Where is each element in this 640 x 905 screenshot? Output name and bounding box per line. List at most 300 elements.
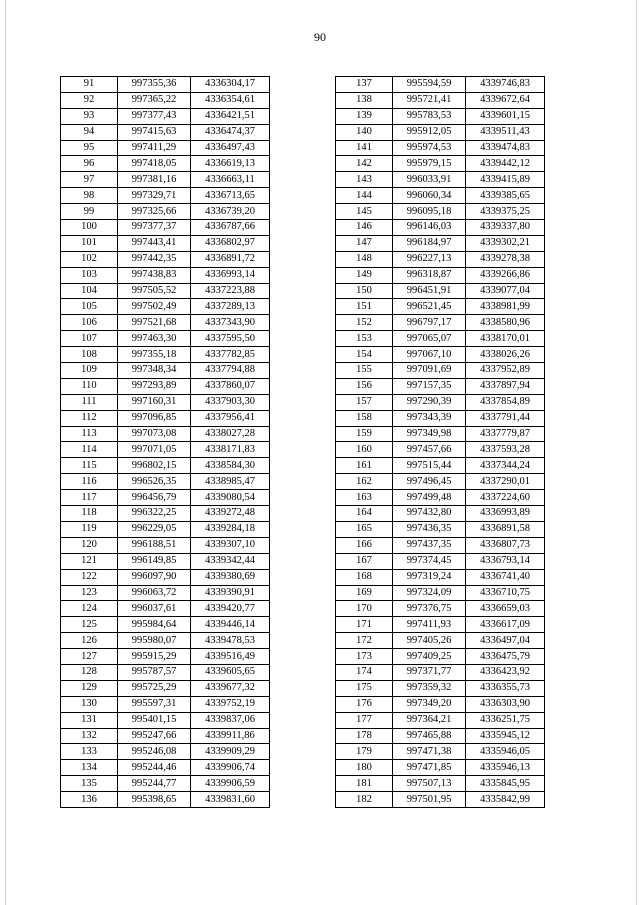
x-coordinate-cell: 997499,48: [393, 490, 466, 506]
point-number-cell: 135: [61, 776, 118, 792]
point-number-cell: 176: [336, 696, 393, 712]
x-coordinate-cell: 995912,05: [393, 124, 466, 140]
x-coordinate-cell: 997067,10: [393, 347, 466, 363]
point-number-cell: 157: [336, 394, 393, 410]
y-coordinate-cell: 4336619,13: [191, 156, 270, 172]
table-row: [336, 490, 545, 506]
point-number-cell: 179: [336, 744, 393, 760]
point-number-cell: 171: [336, 617, 393, 633]
point-number-cell: 96: [61, 156, 118, 172]
table-row: [61, 728, 270, 744]
table-row: [61, 235, 270, 251]
point-number-cell: 95: [61, 140, 118, 156]
table-row: [336, 680, 545, 696]
y-coordinate-cell: 4337344,24: [466, 458, 545, 474]
y-coordinate-cell: 4336663,11: [191, 172, 270, 188]
y-coordinate-cell: 4337860,07: [191, 378, 270, 394]
table-row: [336, 124, 545, 140]
point-number-cell: 159: [336, 426, 393, 442]
x-coordinate-cell: 997437,35: [393, 537, 466, 553]
point-number-cell: 172: [336, 633, 393, 649]
point-number-cell: 168: [336, 569, 393, 585]
y-coordinate-cell: 4338027,28: [191, 426, 270, 442]
y-coordinate-cell: 4336802,97: [191, 235, 270, 251]
table-row: [61, 506, 270, 522]
table-row: [61, 299, 270, 315]
table-row: [61, 760, 270, 776]
x-coordinate-cell: 997465,88: [393, 728, 466, 744]
table-row: [61, 521, 270, 537]
x-coordinate-cell: 995594,59: [393, 77, 466, 93]
y-coordinate-cell: 4336793,14: [466, 553, 545, 569]
point-number-cell: 164: [336, 506, 393, 522]
point-number-cell: 108: [61, 347, 118, 363]
table-row: [336, 77, 545, 93]
table-row: [336, 537, 545, 553]
point-number-cell: 155: [336, 363, 393, 379]
table-row: [336, 458, 545, 474]
table-row: [61, 77, 270, 93]
y-coordinate-cell: 4336741,40: [466, 569, 545, 585]
point-number-cell: 129: [61, 680, 118, 696]
table-row: [61, 569, 270, 585]
point-number-cell: 113: [61, 426, 118, 442]
point-number-cell: 102: [61, 251, 118, 267]
point-number-cell: 180: [336, 760, 393, 776]
x-coordinate-cell: 995783,53: [393, 108, 466, 124]
point-number-cell: 137: [336, 77, 393, 93]
point-number-cell: 150: [336, 283, 393, 299]
x-coordinate-cell: 995787,57: [118, 664, 191, 680]
x-coordinate-cell: 995401,15: [118, 712, 191, 728]
y-coordinate-cell: 4339672,64: [466, 92, 545, 108]
table-row: [61, 156, 270, 172]
point-number-cell: 104: [61, 283, 118, 299]
x-coordinate-cell: 995398,65: [118, 792, 191, 808]
point-number-cell: 161: [336, 458, 393, 474]
x-coordinate-cell: 997293,89: [118, 378, 191, 394]
x-coordinate-cell: 997507,13: [393, 776, 466, 792]
table-row: [336, 378, 545, 394]
x-coordinate-cell: 997411,29: [118, 140, 191, 156]
point-number-cell: 92: [61, 92, 118, 108]
table-row: [336, 649, 545, 665]
x-coordinate-cell: 997160,31: [118, 394, 191, 410]
x-coordinate-cell: 995980,07: [118, 633, 191, 649]
point-number-cell: 151: [336, 299, 393, 315]
x-coordinate-cell: 996033,91: [393, 172, 466, 188]
x-coordinate-cell: 997349,98: [393, 426, 466, 442]
table-row: [61, 490, 270, 506]
point-number-cell: 116: [61, 474, 118, 490]
point-number-cell: 140: [336, 124, 393, 140]
x-coordinate-cell: 996456,79: [118, 490, 191, 506]
table-row: [61, 617, 270, 633]
x-coordinate-cell: 997355,18: [118, 347, 191, 363]
point-number-cell: 139: [336, 108, 393, 124]
point-number-cell: 174: [336, 664, 393, 680]
coordinates-table-left: [60, 76, 270, 808]
table-row: [61, 696, 270, 712]
table-row: [61, 649, 270, 665]
table-row: [61, 792, 270, 808]
point-number-cell: 115: [61, 458, 118, 474]
table-row: [336, 299, 545, 315]
y-coordinate-cell: 4339911,86: [191, 728, 270, 744]
point-number-cell: 107: [61, 331, 118, 347]
y-coordinate-cell: 4336304,17: [191, 77, 270, 93]
point-number-cell: 125: [61, 617, 118, 633]
point-number-cell: 124: [61, 601, 118, 617]
y-coordinate-cell: 4339380,69: [191, 569, 270, 585]
point-number-cell: 160: [336, 442, 393, 458]
table-row: [336, 696, 545, 712]
x-coordinate-cell: 995721,41: [393, 92, 466, 108]
point-number-cell: 117: [61, 490, 118, 506]
y-coordinate-cell: 4336891,58: [466, 521, 545, 537]
x-coordinate-cell: 996322,25: [118, 506, 191, 522]
table-row: [61, 553, 270, 569]
point-number-cell: 166: [336, 537, 393, 553]
x-coordinate-cell: 997432,80: [393, 506, 466, 522]
point-number-cell: 93: [61, 108, 118, 124]
table-row: [336, 108, 545, 124]
y-coordinate-cell: 4336475,79: [466, 649, 545, 665]
y-coordinate-cell: 4335842,99: [466, 792, 545, 808]
point-number-cell: 119: [61, 521, 118, 537]
y-coordinate-cell: 4336993,14: [191, 267, 270, 283]
y-coordinate-cell: 4338584,30: [191, 458, 270, 474]
table-row: [61, 537, 270, 553]
x-coordinate-cell: 995597,31: [118, 696, 191, 712]
point-number-cell: 123: [61, 585, 118, 601]
x-coordinate-cell: 997501,95: [393, 792, 466, 808]
table-row: [336, 633, 545, 649]
x-coordinate-cell: 997436,35: [393, 521, 466, 537]
table-row: [61, 220, 270, 236]
x-coordinate-cell: 997324,09: [393, 585, 466, 601]
x-coordinate-cell: 997496,45: [393, 474, 466, 490]
point-number-cell: 97: [61, 172, 118, 188]
y-coordinate-cell: 4337897,94: [466, 378, 545, 394]
y-coordinate-cell: 4337289,13: [191, 299, 270, 315]
x-coordinate-cell: 996060,34: [393, 188, 466, 204]
y-coordinate-cell: 4338580,96: [466, 315, 545, 331]
point-number-cell: 170: [336, 601, 393, 617]
coordinates-table-right: [335, 76, 545, 808]
point-number-cell: 114: [61, 442, 118, 458]
table-row: [336, 585, 545, 601]
x-coordinate-cell: 997405,26: [393, 633, 466, 649]
point-number-cell: 132: [61, 728, 118, 744]
y-coordinate-cell: 4339442,12: [466, 156, 545, 172]
table-row: [61, 124, 270, 140]
x-coordinate-cell: 995246,08: [118, 744, 191, 760]
point-number-cell: 105: [61, 299, 118, 315]
y-coordinate-cell: 4336497,43: [191, 140, 270, 156]
point-number-cell: 100: [61, 220, 118, 236]
table-row: [61, 172, 270, 188]
table-row: [336, 712, 545, 728]
x-coordinate-cell: 995979,15: [393, 156, 466, 172]
x-coordinate-cell: 997348,34: [118, 363, 191, 379]
y-coordinate-cell: 4337343,90: [191, 315, 270, 331]
point-number-cell: 101: [61, 235, 118, 251]
x-coordinate-cell: 996149,85: [118, 553, 191, 569]
point-number-cell: 177: [336, 712, 393, 728]
y-coordinate-cell: 4339266,86: [466, 267, 545, 283]
x-coordinate-cell: 995984,64: [118, 617, 191, 633]
point-number-cell: 130: [61, 696, 118, 712]
x-coordinate-cell: 997359,32: [393, 680, 466, 696]
table-row: [61, 108, 270, 124]
y-coordinate-cell: 4338171,83: [191, 442, 270, 458]
y-coordinate-cell: 4339385,65: [466, 188, 545, 204]
point-number-cell: 158: [336, 410, 393, 426]
x-coordinate-cell: 995244,77: [118, 776, 191, 792]
y-coordinate-cell: 4336617,09: [466, 617, 545, 633]
x-coordinate-cell: 996095,18: [393, 204, 466, 220]
table-row: [336, 521, 545, 537]
table-row: [336, 776, 545, 792]
y-coordinate-cell: 4337223,88: [191, 283, 270, 299]
x-coordinate-cell: 997471,38: [393, 744, 466, 760]
x-coordinate-cell: 997411,93: [393, 617, 466, 633]
table-row: [336, 792, 545, 808]
point-number-cell: 111: [61, 394, 118, 410]
y-coordinate-cell: 4339906,74: [191, 760, 270, 776]
point-number-cell: 144: [336, 188, 393, 204]
table-row: [336, 267, 545, 283]
point-number-cell: 99: [61, 204, 118, 220]
table-row: [61, 776, 270, 792]
point-number-cell: 128: [61, 664, 118, 680]
y-coordinate-cell: 4339677,32: [191, 680, 270, 696]
y-coordinate-cell: 4336497,04: [466, 633, 545, 649]
point-number-cell: 109: [61, 363, 118, 379]
point-number-cell: 145: [336, 204, 393, 220]
table-row: [336, 251, 545, 267]
x-coordinate-cell: 997071,05: [118, 442, 191, 458]
y-coordinate-cell: 4337290,01: [466, 474, 545, 490]
table-row: [61, 188, 270, 204]
y-coordinate-cell: 4339605,65: [191, 664, 270, 680]
table-row: [336, 553, 545, 569]
x-coordinate-cell: 997463,30: [118, 331, 191, 347]
table-row: [61, 474, 270, 490]
y-coordinate-cell: 4335845,95: [466, 776, 545, 792]
x-coordinate-cell: 997371,77: [393, 664, 466, 680]
y-coordinate-cell: 4338985,47: [191, 474, 270, 490]
point-number-cell: 122: [61, 569, 118, 585]
x-coordinate-cell: 997502,49: [118, 299, 191, 315]
x-coordinate-cell: 997415,63: [118, 124, 191, 140]
point-number-cell: 94: [61, 124, 118, 140]
x-coordinate-cell: 997443,41: [118, 235, 191, 251]
table-row: [61, 442, 270, 458]
table-row: [61, 680, 270, 696]
y-coordinate-cell: 4339446,14: [191, 617, 270, 633]
scan-edge-left: [5, 0, 6, 905]
y-coordinate-cell: 4339906,59: [191, 776, 270, 792]
point-number-cell: 178: [336, 728, 393, 744]
point-number-cell: 147: [336, 235, 393, 251]
table-row: [336, 188, 545, 204]
table-row: [336, 204, 545, 220]
table-row: [61, 347, 270, 363]
table-row: [61, 601, 270, 617]
point-number-cell: 167: [336, 553, 393, 569]
x-coordinate-cell: 996521,45: [393, 299, 466, 315]
point-number-cell: 138: [336, 92, 393, 108]
y-coordinate-cell: 4335946,13: [466, 760, 545, 776]
table-row: [61, 664, 270, 680]
y-coordinate-cell: 4338026,26: [466, 347, 545, 363]
x-coordinate-cell: 996451,91: [393, 283, 466, 299]
y-coordinate-cell: 4339511,43: [466, 124, 545, 140]
y-coordinate-cell: 4337779,87: [466, 426, 545, 442]
x-coordinate-cell: 996229,05: [118, 521, 191, 537]
x-coordinate-cell: 996797,17: [393, 315, 466, 331]
y-coordinate-cell: 4339284,18: [191, 521, 270, 537]
point-number-cell: 154: [336, 347, 393, 363]
table-row: [336, 315, 545, 331]
x-coordinate-cell: 997505,52: [118, 283, 191, 299]
point-number-cell: 106: [61, 315, 118, 331]
table-row: [336, 664, 545, 680]
y-coordinate-cell: 4338981,99: [466, 299, 545, 315]
x-coordinate-cell: 997381,16: [118, 172, 191, 188]
y-coordinate-cell: 4336739,20: [191, 204, 270, 220]
point-number-cell: 175: [336, 680, 393, 696]
table-row: [336, 172, 545, 188]
point-number-cell: 112: [61, 410, 118, 426]
point-number-cell: 165: [336, 521, 393, 537]
x-coordinate-cell: 996097,90: [118, 569, 191, 585]
x-coordinate-cell: 997343,39: [393, 410, 466, 426]
y-coordinate-cell: 4338170,01: [466, 331, 545, 347]
point-number-cell: 142: [336, 156, 393, 172]
table-row: [336, 506, 545, 522]
x-coordinate-cell: 996526,35: [118, 474, 191, 490]
y-coordinate-cell: 4339837,06: [191, 712, 270, 728]
table-row: [336, 394, 545, 410]
point-number-cell: 148: [336, 251, 393, 267]
y-coordinate-cell: 4339307,10: [191, 537, 270, 553]
point-number-cell: 173: [336, 649, 393, 665]
x-coordinate-cell: 995244,46: [118, 760, 191, 776]
point-number-cell: 136: [61, 792, 118, 808]
x-coordinate-cell: 995915,29: [118, 649, 191, 665]
table-row: [61, 410, 270, 426]
x-coordinate-cell: 996227,13: [393, 251, 466, 267]
y-coordinate-cell: 4337782,85: [191, 347, 270, 363]
point-number-cell: 152: [336, 315, 393, 331]
point-number-cell: 133: [61, 744, 118, 760]
point-number-cell: 98: [61, 188, 118, 204]
table-row: [336, 410, 545, 426]
point-number-cell: 182: [336, 792, 393, 808]
y-coordinate-cell: 4336891,72: [191, 251, 270, 267]
point-number-cell: 156: [336, 378, 393, 394]
y-coordinate-cell: 4336474,37: [191, 124, 270, 140]
x-coordinate-cell: 997374,45: [393, 553, 466, 569]
y-coordinate-cell: 4337794,88: [191, 363, 270, 379]
y-coordinate-cell: 4337593,28: [466, 442, 545, 458]
table-row: [336, 156, 545, 172]
y-coordinate-cell: 4339415,89: [466, 172, 545, 188]
table-row: [61, 204, 270, 220]
table-row: [61, 394, 270, 410]
point-number-cell: 141: [336, 140, 393, 156]
x-coordinate-cell: 997319,24: [393, 569, 466, 585]
y-coordinate-cell: 4339080,54: [191, 490, 270, 506]
table-row: [61, 315, 270, 331]
scan-edge-right: [636, 0, 637, 905]
table-row: [61, 744, 270, 760]
y-coordinate-cell: 4339390,91: [191, 585, 270, 601]
x-coordinate-cell: 997096,85: [118, 410, 191, 426]
table-row: [336, 474, 545, 490]
x-coordinate-cell: 997355,36: [118, 77, 191, 93]
y-coordinate-cell: 4339278,38: [466, 251, 545, 267]
x-coordinate-cell: 996802,15: [118, 458, 191, 474]
table-row: [336, 363, 545, 379]
x-coordinate-cell: 995974,53: [393, 140, 466, 156]
point-number-cell: 120: [61, 537, 118, 553]
y-coordinate-cell: 4335946,05: [466, 744, 545, 760]
table-row: [61, 267, 270, 283]
y-coordinate-cell: 4339302,21: [466, 235, 545, 251]
table-row: [336, 569, 545, 585]
y-coordinate-cell: 4339375,25: [466, 204, 545, 220]
table-row: [61, 140, 270, 156]
y-coordinate-cell: 4339420,77: [191, 601, 270, 617]
table-row: [336, 728, 545, 744]
x-coordinate-cell: 997418,05: [118, 156, 191, 172]
y-coordinate-cell: 4339516,49: [191, 649, 270, 665]
point-number-cell: 162: [336, 474, 393, 490]
y-coordinate-cell: 4339909,29: [191, 744, 270, 760]
table-row: [61, 426, 270, 442]
x-coordinate-cell: 997442,35: [118, 251, 191, 267]
y-coordinate-cell: 4339474,83: [466, 140, 545, 156]
x-coordinate-cell: 996184,97: [393, 235, 466, 251]
x-coordinate-cell: 996063,72: [118, 585, 191, 601]
x-coordinate-cell: 997515,44: [393, 458, 466, 474]
table-row: [61, 363, 270, 379]
y-coordinate-cell: 4339337,80: [466, 220, 545, 236]
table-row: [336, 283, 545, 299]
point-number-cell: 143: [336, 172, 393, 188]
point-number-cell: 153: [336, 331, 393, 347]
point-number-cell: 127: [61, 649, 118, 665]
x-coordinate-cell: 997073,08: [118, 426, 191, 442]
x-coordinate-cell: 997377,43: [118, 108, 191, 124]
x-coordinate-cell: 995725,29: [118, 680, 191, 696]
x-coordinate-cell: 996146,03: [393, 220, 466, 236]
y-coordinate-cell: 4336659,03: [466, 601, 545, 617]
y-coordinate-cell: 4336354,61: [191, 92, 270, 108]
point-number-cell: 169: [336, 585, 393, 601]
x-coordinate-cell: 995247,66: [118, 728, 191, 744]
table-row: [336, 760, 545, 776]
y-coordinate-cell: 4336421,51: [191, 108, 270, 124]
x-coordinate-cell: 997409,25: [393, 649, 466, 665]
table-row: [336, 601, 545, 617]
point-number-cell: 118: [61, 506, 118, 522]
x-coordinate-cell: 997157,35: [393, 378, 466, 394]
